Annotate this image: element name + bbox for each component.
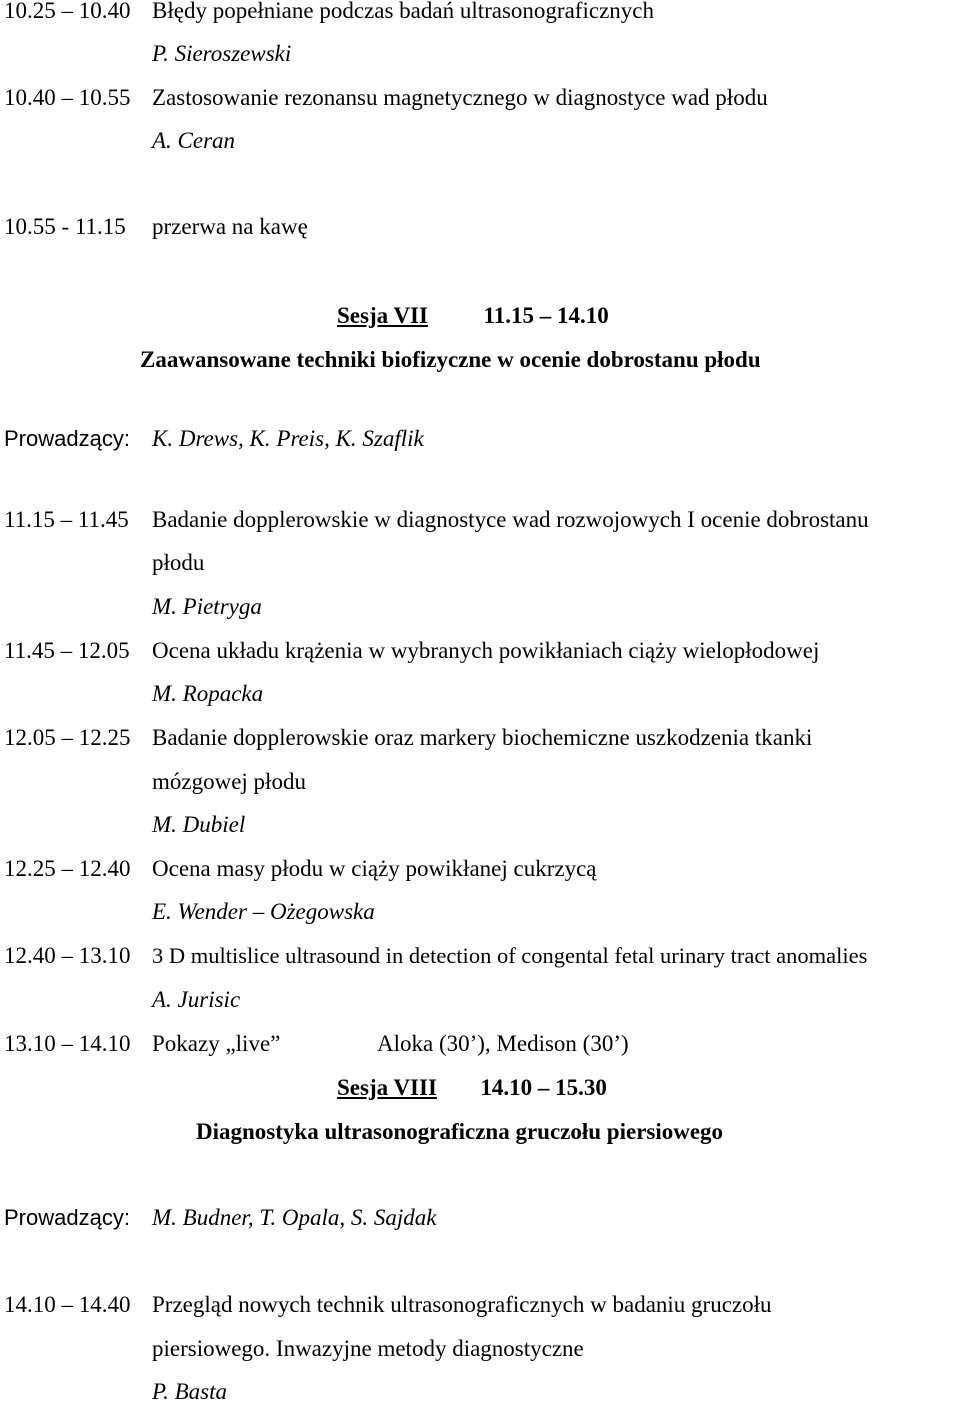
talk-speaker: M. Ropacka	[152, 681, 264, 706]
talk-speaker: P. Sieroszewski	[152, 41, 292, 66]
live-label: Pokazy „live”	[152, 1031, 281, 1056]
talk-title: Błędy popełniane podczas badań ultrasonograficznych	[152, 0, 654, 23]
session-8-heading	[337, 1075, 607, 1101]
session-7-title: Zaawansowane techniki biofizyczne w ocenie dobrostanu płodu	[140, 347, 761, 372]
talk-title: 3 D multislice ultrasound in detection of congental fetal urinary tract anomalies	[152, 943, 868, 968]
talk-title: Zastosowanie rezonansu magnetycznego w diagnostyce wad płodu	[152, 85, 768, 110]
talk-time: 10.25 – 10.40	[4, 0, 131, 23]
talk-title: Badanie dopplerowskie oraz markery biochemiczne uszkodzenia tkanki	[152, 725, 813, 750]
talk-time: 14.10 – 14.40	[4, 1292, 131, 1317]
session-7-time: 11.15 – 14.10	[483, 303, 609, 328]
break-label: przerwa na kawę	[152, 214, 308, 239]
talk-speaker: M. Dubiel	[152, 812, 246, 837]
session-7-label: Sesja VII	[337, 303, 428, 328]
talk-time: 11.15 – 11.45	[4, 507, 129, 532]
talk-title: Ocena układu krążenia w wybranych powikłaniach ciąży wielopłodowej	[152, 638, 820, 663]
talk-time: 12.05 – 12.25	[4, 725, 131, 750]
talk-title: Badanie dopplerowskie w diagnostyce wad rozwojowych I ocenie dobrostanu	[152, 507, 869, 532]
live-time: 13.10 – 14.10	[4, 1031, 131, 1056]
talk-title: Ocena masy płodu w ciąży powikłanej cukrzycą	[152, 856, 597, 881]
talk-speaker: M. Pietryga	[152, 594, 262, 619]
talk-speaker: A. Jurisic	[152, 987, 241, 1012]
talk-speaker: P. Basta	[152, 1379, 227, 1404]
talk-time: 11.45 – 12.05	[4, 638, 130, 663]
talk-speaker: E. Wender – Ożegowska	[152, 899, 375, 924]
session-7-chairs: K. Drews, K. Preis, K. Szaflik	[152, 426, 424, 451]
session-8-time: 14.10 – 15.30	[480, 1075, 607, 1100]
talk-time: 10.40 – 10.55	[4, 85, 131, 110]
talk-title-cont: płodu	[152, 550, 205, 575]
session-7-heading	[337, 303, 609, 329]
talk-time: 12.40 – 13.10	[4, 943, 131, 968]
session-7-chairs-label: Prowadzący:	[4, 426, 130, 451]
live-detail: Aloka (30’), Medison (30’)	[377, 1031, 629, 1056]
talk-title: Przegląd nowych technik ultrasonograficznych w badaniu gruczołu	[152, 1292, 772, 1317]
session-8-title: Diagnostyka ultrasonograficzna gruczołu piersiowego	[196, 1119, 724, 1144]
talk-time: 12.25 – 12.40	[4, 856, 131, 881]
talk-title-cont: mózgowej płodu	[152, 769, 306, 794]
session-8-chairs-label: Prowadzący:	[4, 1205, 130, 1230]
talk-speaker: A. Ceran	[152, 128, 236, 153]
session-8-chairs: M. Budner, T. Opala, S. Sajdak	[152, 1205, 437, 1230]
session-8-label: Sesja VIII	[337, 1075, 437, 1100]
break-time: 10.55 - 11.15	[4, 214, 126, 239]
talk-title-cont: piersiowego. Inwazyjne metody diagnostyczne	[152, 1336, 584, 1361]
